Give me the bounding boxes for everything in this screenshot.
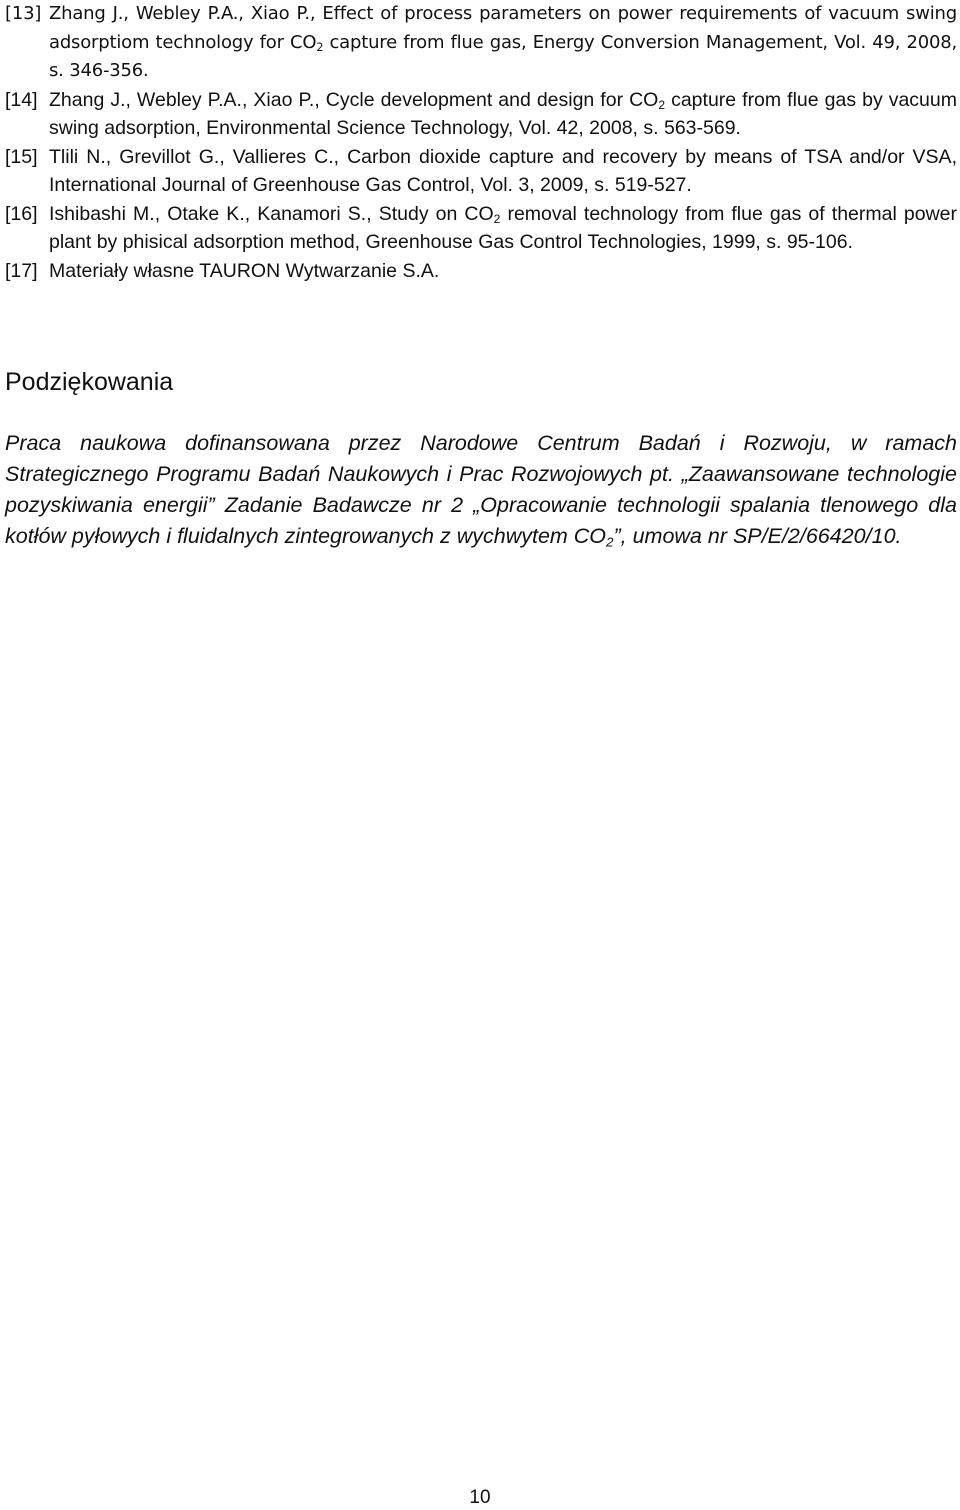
reference-text: , Cycle development and design for CO — [314, 88, 659, 111]
reference-text: , Carbon dioxide capture and recovery by means of TSA and/or VSA, International Journal of Greenhouse Gas Control, Vol. 3, 2009, s. 519-527. — [49, 145, 957, 196]
reference-13 — [5, 0, 957, 86]
reference-text: , Study on CO — [366, 202, 494, 225]
acknowledgements-heading: Podziękowania — [5, 368, 174, 396]
acknowledgements-body: Praca naukowa dofinansowana przez Narodowe Centrum Badań i Rozwoju, w ramach Strategicznego Programu Badań Naukowych i Prac Rozwojowych pt. „Zaawansowane technologie pozyskiwania energii” Zadanie Badawcze nr 2 „Opracowanie technologii spalania tlenowego dla kotłów pyłowych i fluidalnych zintegrowanych z wychwytem CO — [5, 431, 957, 548]
reference-16 — [5, 200, 957, 257]
reference-text: , Effect of process parameters on power requirements of vacuum swing adsorptiom technology for CO — [49, 3, 957, 53]
reference-number: [17] — [5, 259, 38, 282]
reference-15 — [5, 143, 957, 200]
reference-number: [13] — [5, 3, 42, 24]
references-list — [5, 0, 957, 285]
reference-text: capture from flue gas, Energy Conversion Management, Vol. 49, 2008, s. 346-356. — [49, 31, 957, 81]
reference-authors: Zhang J., Webley P.A., Xiao P. — [49, 88, 315, 111]
acknowledgements-body-end: ”, umowa nr SP/E/2/66420/10. — [613, 524, 902, 548]
page-number: 10 — [469, 1487, 491, 1508]
reference-number: [15] — [5, 145, 38, 168]
reference-text: removal technology from flue gas of thermal power plant by phisical adsorption method, Greenhouse Gas Control Technologies, 1999, s. 95-106. — [49, 202, 957, 253]
reference-authors: Zhang J., Webley P.A., Xiao P. — [49, 3, 310, 24]
reference-authors: Ishibashi M., Otake K., Kanamori S. — [49, 202, 367, 225]
subscript: 2 — [658, 97, 666, 112]
reference-number: [14] — [5, 88, 38, 111]
subscript: 2 — [316, 40, 324, 54]
reference-number: [16] — [5, 202, 38, 225]
acknowledgements-text — [5, 428, 957, 552]
subscript: 2 — [493, 211, 501, 226]
reference-text: capture from flue gas by vacuum swing adsorption, Environmental Science Technology, Vol. 42, 2008, s. 563-569. — [49, 88, 957, 139]
reference-text: Materiały własne TAURON Wytwarzanie S.A. — [49, 259, 440, 282]
subscript: 2 — [606, 534, 614, 550]
reference-17 — [5, 257, 957, 286]
reference-authors: Tlili N., Grevillot G., Vallieres C. — [49, 145, 334, 168]
reference-14 — [5, 86, 957, 143]
